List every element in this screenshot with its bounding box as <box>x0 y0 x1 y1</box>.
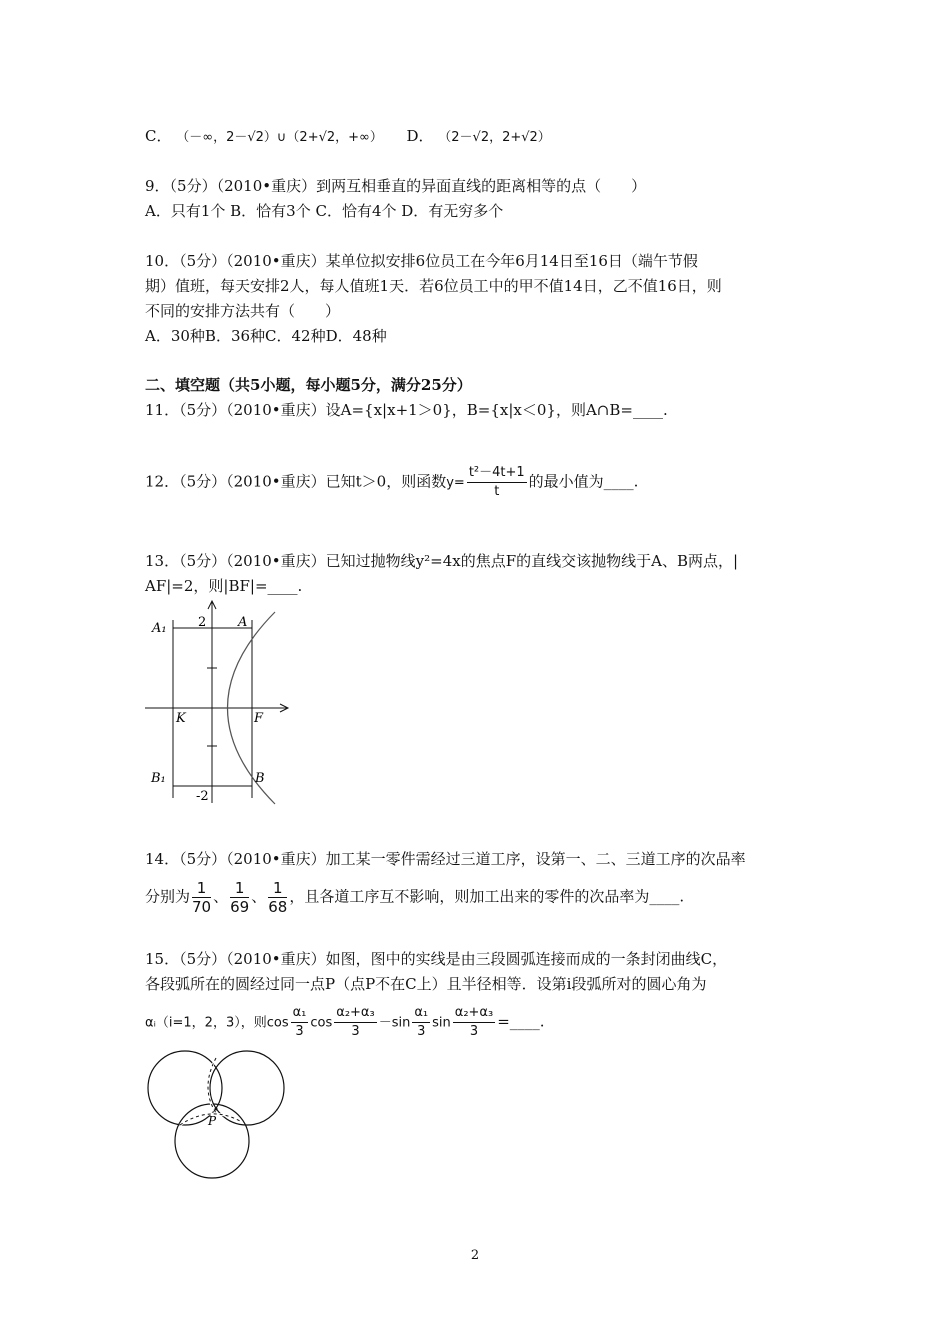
page-number: 2 <box>470 1248 480 1263</box>
q14-sep1: 、 <box>213 887 229 906</box>
q15-fraction-3 <box>412 1004 430 1041</box>
q12-y: y= <box>446 475 465 491</box>
q14-line1: 14．（5分）（2010•重庆）加工某一零件需经过三道工序，设第一、二、三道工序的次品率 <box>145 850 746 868</box>
q15-fraction-1 <box>291 1004 309 1041</box>
q15-f3-den: 3 <box>417 1024 426 1039</box>
q15-f2-den: 3 <box>351 1024 360 1039</box>
label-neg2: -2 <box>196 789 209 804</box>
q14-f1-num: 1 <box>192 879 211 898</box>
q10-line3: 不同的安排方法共有（ ） <box>145 302 341 320</box>
q14-prefix: 分别为 <box>145 887 191 906</box>
q9-stem: 9．（5分）（2010•重庆）到两互相垂直的异面直线的距离相等的点（ ） <box>145 177 647 195</box>
q14-fraction-1 <box>192 879 211 916</box>
q12-numerator: t²－4t+1 <box>467 464 527 483</box>
q14-f3-num: 1 <box>268 879 287 898</box>
q14-suffix: ，且各道工序互不影响，则加工出来的零件的次品率为____. <box>289 887 685 906</box>
q14-f2-den: 69 <box>230 898 250 916</box>
q8-options-cd <box>145 126 551 148</box>
q13-line1: 13．（5分）（2010•重庆）已知过抛物线y²=4x的焦点F的直线交该抛物线于A、B两点，| <box>145 552 739 570</box>
q14-f2-num: 1 <box>230 879 249 898</box>
section-title: 二、填空题（共5小题，每小题5分，满分25分） <box>145 376 472 394</box>
q15-cos1: cos <box>266 1015 289 1031</box>
q12-fraction <box>467 464 527 501</box>
q12-denominator: t <box>494 484 500 499</box>
q15-fraction-2 <box>334 1004 376 1041</box>
q10-line2: 期）值班，每天安排2人，每人值班1天．若6位员工中的甲不值14日，乙不值16日，则 <box>145 277 722 295</box>
q15-prefix: αᵢ（i=1，2，3），则 <box>145 1015 267 1031</box>
q8-option-d-label: D． <box>406 127 434 145</box>
label-b1: B₁ <box>151 771 166 786</box>
q15-line3 <box>145 1004 545 1041</box>
q14-line2 <box>145 879 684 916</box>
q15-sin2: sin <box>432 1015 451 1031</box>
label-p: P <box>208 1114 217 1128</box>
parabola-figure <box>140 598 300 810</box>
q15-f4-num: α₂+α₃ <box>453 1004 495 1023</box>
q14-f3-den: 68 <box>268 898 288 916</box>
q12-prefix: 12．（5分）（2010•重庆）已知t＞0，则函数 <box>145 472 447 491</box>
q15-suffix: =____. <box>497 1012 545 1031</box>
label-f: F <box>254 711 264 726</box>
label-2: 2 <box>198 615 207 630</box>
q11-text: 11．（5分）（2010•重庆）设A={x|x+1＞0}，B={x|x＜0}，则A∩B=____. <box>145 401 668 419</box>
q10-options: A．30种B．36种C．42种D．48种 <box>145 327 387 345</box>
q15-f2-num: α₂+α₃ <box>334 1004 376 1023</box>
q8-option-c-body: （－∞，2－√2）∪（2+√2，+∞） <box>176 130 383 145</box>
label-b: B <box>255 771 265 786</box>
q15-fraction-4 <box>453 1004 495 1041</box>
q15-cos2: cos <box>310 1015 333 1031</box>
q9-options: A．只有1个 B．恰有3个 C．恰有4个 D．有无穷多个 <box>145 202 504 220</box>
q15-minus-sin: －sin <box>378 1015 411 1031</box>
label-k: K <box>176 711 186 726</box>
q8-option-c-label: C． <box>145 127 172 145</box>
label-a1: A₁ <box>152 621 167 636</box>
q15-f1-den: 3 <box>295 1024 304 1039</box>
q15-f4-den: 3 <box>469 1024 479 1039</box>
q12-suffix: 的最小值为____. <box>528 472 639 491</box>
q14-fraction-2 <box>230 879 249 916</box>
q15-line2: 各段弧所在的圆经过同一点P（点P不在C上）且半径相等．设第i段弧所对的圆心角为 <box>145 975 707 993</box>
q10-line1: 10．（5分）（2010•重庆）某单位拟安排6位员工在今年6月14日至16日（端午节假 <box>145 252 698 270</box>
label-a: A <box>238 615 248 630</box>
q15-line1: 15．（5分）（2010•重庆）如图，图中的实线是由三段圆弧连接而成的一条封闭曲线C， <box>145 950 728 968</box>
q12-line <box>145 464 638 501</box>
q14-fraction-3 <box>268 879 287 916</box>
q8-option-d-body: （2－√2，2+√2） <box>438 130 551 145</box>
q15-f3-num: α₁ <box>412 1004 430 1023</box>
q14-sep2: 、 <box>251 887 267 906</box>
q14-f1-den: 70 <box>192 898 212 916</box>
q13-line2: AF|=2，则|BF|=____. <box>145 577 303 595</box>
three-circles-figure <box>140 1043 300 1188</box>
q15-f1-num: α₁ <box>291 1004 309 1023</box>
